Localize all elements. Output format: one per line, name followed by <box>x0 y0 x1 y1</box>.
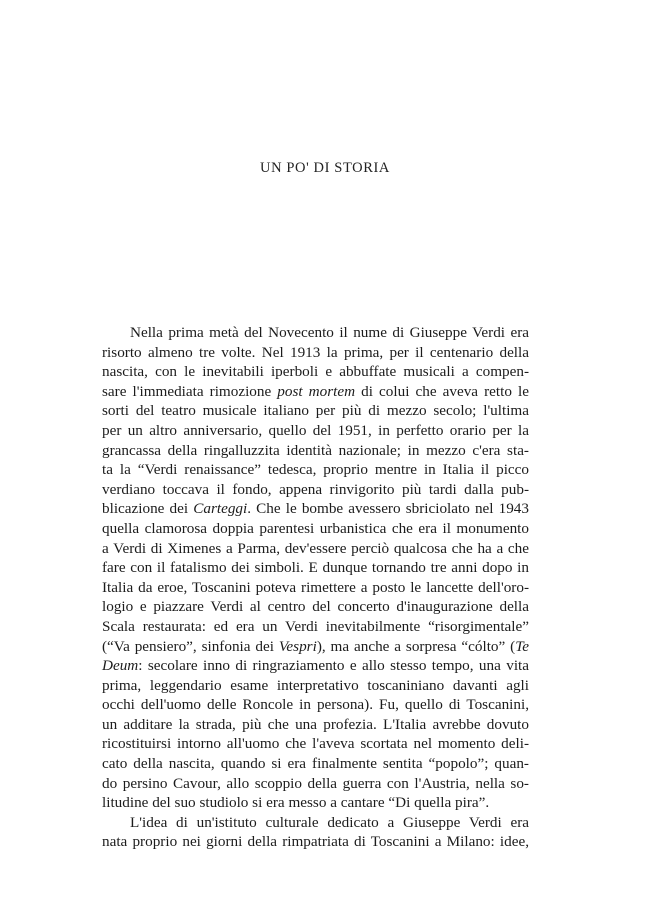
text-line <box>102 656 529 676</box>
text-segment: sare l'immediata rimozione <box>102 382 278 400</box>
text-line <box>102 382 529 402</box>
text-line <box>102 715 529 735</box>
text-segment: Scala restaurata: ed era un Verdi inevitabilmente “risorgimentale” <box>102 617 529 635</box>
text-line <box>102 480 529 500</box>
text-segment: per un altro anniversario, quello del 1951, in perfetto orario per la <box>102 421 529 439</box>
text-line <box>102 637 529 657</box>
text-segment: quella clamorosa doppia parentesi urbanistica che era il monumento <box>102 519 529 537</box>
text-segment: di colui che aveva retto le <box>355 382 529 400</box>
text-segment: occhi dell'uomo delle Roncole in persona). Fu, quello di Toscanini, <box>102 696 529 714</box>
text-segment: nascita, con le inevitabili iperboli e abbuffate musicali a compen- <box>102 363 529 381</box>
text-line <box>102 754 529 774</box>
text-segment: a Verdi di Ximenes a Parma, dev'essere perciò qualcosa che ha a che <box>102 539 529 557</box>
text-segment: Nella prima metà del Novecento il nume di Giuseppe Verdi era <box>130 324 529 341</box>
text-segment: : secolare inno di ringraziamento e allo stesso tempo, una vita <box>138 657 529 675</box>
text-segment: . Che le bombe avessero sbriciolato nel 1943 <box>247 500 529 518</box>
text-segment: logio e piazzare Verdi al centro del concerto d'inaugurazione della <box>102 598 529 616</box>
text-line <box>102 539 529 559</box>
text-segment: L'idea di un'istituto culturale dedicato a Giuseppe Verdi era <box>130 813 529 831</box>
text-line <box>102 343 529 363</box>
text-line <box>102 519 529 539</box>
text-line <box>102 832 529 852</box>
text-segment: risorto almeno tre volte. Nel 1913 la prima, per il centenario della <box>102 343 529 361</box>
text-segment: fare con il fatalismo dei simboli. E dunque tornando tre anni dopo in <box>102 559 529 577</box>
text-line <box>102 401 529 421</box>
text-segment: nata proprio nei giorni della rimpatriata di Toscanini a Milano: idee, <box>102 833 529 851</box>
text-segment: cato della nascita, quando si era finalmente sentita “popolo”; quan- <box>102 755 529 773</box>
text-line <box>102 441 529 461</box>
text-line <box>102 597 529 617</box>
text-line <box>102 499 529 519</box>
text-line <box>102 323 529 343</box>
text-line <box>102 774 529 794</box>
text-line <box>102 676 529 696</box>
text-line <box>102 421 529 441</box>
text-segment: ricostituirsi intorno all'uomo che l'aveva scortata nel momento deli- <box>102 735 529 753</box>
italic-text: Deum <box>102 657 139 675</box>
text-line <box>102 578 529 598</box>
text-line <box>102 558 529 578</box>
text-line <box>102 813 529 833</box>
text-segment: sorti del teatro musicale italiano per più di mezzo secolo; l'ultima <box>102 402 529 420</box>
text-line <box>102 362 529 382</box>
text-line <box>102 734 529 754</box>
text-segment: ), ma anche a sorpresa “cólto” ( <box>316 637 516 655</box>
italic-text: Te <box>515 637 529 655</box>
text-segment: do persino Cavour, allo scoppio della guerra con l'Austria, nella so- <box>102 774 529 792</box>
text-line <box>102 617 529 637</box>
text-line <box>102 460 529 480</box>
italic-text: Carteggi <box>193 500 248 518</box>
italic-text: post mortem <box>277 382 356 400</box>
text-segment: (“Va pensiero”, sinfonia dei <box>102 637 279 655</box>
text-segment: prima, leggendario esame interpretativo toscaniniano davanti agli <box>102 676 529 694</box>
text-segment: verdiano toccava il fondo, appena rinvigorito più tardi dalla pub- <box>102 480 529 498</box>
text-line <box>102 793 529 813</box>
text-segment: grancassa della ringalluzzita identità nazionale; in mezzo c'era sta- <box>102 441 529 459</box>
body-text <box>102 323 529 852</box>
chapter-title: UN PO' DI STORIA <box>260 160 390 176</box>
italic-text: Vespri <box>278 637 317 655</box>
text-segment: litudine del suo studiolo si era messo a cantare “Di quella pira”. <box>102 794 490 812</box>
text-segment: ta la “Verdi renaissance” tedesca, proprio mentre in Italia il picco <box>102 461 529 479</box>
text-line <box>102 695 529 715</box>
text-segment: Italia da eroe, Toscanini poteva rimettere a posto le lancette dell'oro- <box>102 578 529 596</box>
text-segment: blicazione dei <box>102 500 194 518</box>
text-segment: un additare la strada, più che una profezia. L'Italia avrebbe dovuto <box>102 715 529 733</box>
